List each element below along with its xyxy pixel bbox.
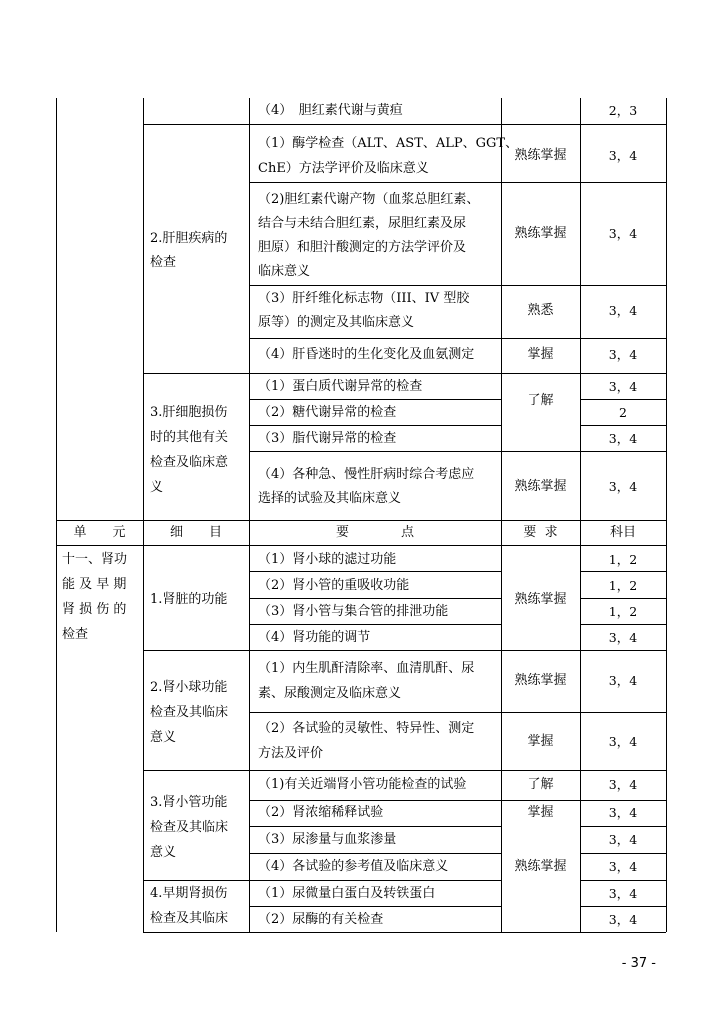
point-text: （2）各试验的灵敏性、特异性、测定 [258, 721, 475, 736]
subject-cell: 3，4 [608, 912, 638, 927]
point-text: （3）肾小管与集合管的排泄功能 [258, 604, 449, 619]
hline [143, 124, 666, 125]
subject-cell: 3，4 [608, 832, 638, 847]
point-text: 胆原）和胆汁酸测定的方法学评价及 [258, 240, 467, 255]
subject-cell: 3，4 [608, 734, 638, 749]
point-text: （1）内生肌酐清除率、血清肌酐、尿 [258, 661, 475, 676]
detail-label: 2.肾小球功能 [150, 680, 228, 695]
detail-label: 义 [150, 480, 164, 495]
subject-cell: 2，3 [608, 103, 638, 118]
unit-label: 肾 损 伤 的 [62, 602, 127, 617]
subject-cell: 3，4 [608, 226, 638, 241]
requirement-cell: 掌握 [527, 805, 554, 820]
detail-label: 意义 [150, 845, 177, 860]
point-text: 方法及评价 [258, 746, 324, 761]
point-text: （4）肝昏迷时的生化变化及血氨测定 [258, 347, 475, 362]
header-subject: 科目 [609, 525, 636, 540]
subject-cell: 1，2 [608, 552, 638, 567]
subject-cell: 3，4 [608, 630, 638, 645]
unit-label: 十一、肾功 [62, 552, 128, 567]
point-text: （1)有关近端肾小管功能检查的试验 [258, 777, 467, 792]
hline [143, 770, 666, 771]
hline [249, 712, 666, 713]
header-requirement: 要 求 [523, 525, 558, 540]
requirement-cell: 熟练掌握 [514, 479, 567, 494]
detail-label: 时的其他有关 [150, 430, 229, 445]
subject-cell: 3，4 [608, 805, 638, 820]
vline-detail [249, 98, 250, 932]
point-text: 选择的试验及其临床意义 [258, 491, 402, 506]
header-unit: 单 元 [73, 525, 126, 540]
point-text: （1）蛋白质代谢异常的检查 [258, 379, 423, 394]
subject-cell: 2 [619, 405, 627, 420]
point-text: （2）肾浓缩稀释试验 [258, 805, 384, 820]
requirement-cell: 了解 [527, 777, 554, 792]
point-text: （4）各试验的参考值及临床意义 [258, 859, 449, 874]
subject-cell: 1，2 [608, 604, 638, 619]
point-text: （3）尿渗量与血浆渗量 [258, 832, 397, 847]
point-text: 临床意义 [258, 264, 311, 279]
detail-label: 4.早期肾损伤 [150, 886, 228, 901]
hline [249, 338, 666, 339]
subject-cell: 3，4 [608, 859, 638, 874]
detail-label: 检查及其临床 [150, 911, 229, 926]
requirement-cell: 熟练掌握 [514, 148, 567, 163]
point-text: （1）尿微量白蛋白及转铁蛋白 [258, 886, 436, 901]
point-text: 原等）的测定及其临床意义 [258, 315, 415, 330]
requirement-cell: 熟悉 [527, 303, 554, 318]
vline-unit [143, 98, 144, 932]
point-text: （3）脂代谢异常的检查 [258, 431, 397, 446]
subject-cell: 3，4 [608, 379, 638, 394]
subject-cell: 3，4 [608, 431, 638, 446]
detail-label: 检查及临床意 [150, 455, 229, 470]
point-text: 素、尿酸测定及临床意义 [258, 686, 402, 701]
detail-label: 3.肾小管功能 [150, 795, 228, 810]
unit-label: 能 及 早 期 [62, 577, 127, 592]
vline-left [56, 98, 57, 932]
subject-cell: 3，4 [608, 479, 638, 494]
requirement-cell: 掌握 [527, 347, 554, 362]
point-text: （3）肝纤维化标志物（III、IV 型胶 [258, 291, 470, 306]
point-text: ChE）方法学评价及临床意义 [258, 161, 429, 176]
requirement-cell: 熟练掌握 [514, 226, 567, 241]
detail-label: 检查及其临床 [150, 820, 229, 835]
requirement-cell: 熟练掌握 [514, 859, 567, 874]
point-text: （4）肾功能的调节 [258, 630, 371, 645]
detail-label: 2.肝胆疾病的 [150, 231, 228, 246]
unit-label: 检查 [62, 627, 89, 642]
page-number: - 37 - [621, 956, 656, 971]
point-text: （2）肾小管的重吸收功能 [258, 578, 410, 593]
detail-label: 意义 [150, 730, 177, 745]
header-detail: 细 目 [169, 525, 222, 540]
subject-cell: 3，4 [608, 303, 638, 318]
hline [249, 182, 666, 183]
requirement-cell: 掌握 [527, 734, 554, 749]
point-text: （4）各种急、慢性肝病时综合考虑应 [258, 467, 475, 482]
point-text: （1）酶学检查（ALT、AST、ALP、GGT、 [258, 136, 519, 151]
requirement-cell: 了解 [527, 393, 554, 408]
point-text: （4） 胆红素代谢与黄疸 [258, 103, 403, 118]
detail-label: 检查 [150, 255, 177, 270]
point-text: 结合与未结合胆红素，尿胆红素及尿 [258, 216, 467, 231]
subject-cell: 3，4 [608, 673, 638, 688]
requirement-cell: 熟练掌握 [514, 673, 567, 688]
header-key-points: 要 点 [335, 525, 414, 540]
point-text: （2）糖代谢异常的检查 [258, 405, 397, 420]
point-text: （2）尿酶的有关检查 [258, 912, 384, 927]
subject-cell: 3，4 [608, 347, 638, 362]
detail-label: 检查及其临床 [150, 705, 229, 720]
requirement-cell: 熟练掌握 [514, 592, 567, 607]
subject-cell: 3，4 [608, 777, 638, 792]
subject-cell: 3，4 [608, 886, 638, 901]
subject-cell: 3，4 [608, 148, 638, 163]
subject-cell: 1，2 [608, 578, 638, 593]
point-text: （1）肾小球的滤过功能 [258, 552, 397, 567]
point-text: （2)胆红素代谢产物（血浆总胆红素、 [258, 192, 480, 207]
detail-label: 1.肾脏的功能 [150, 592, 228, 607]
vline-right [666, 98, 667, 932]
detail-label: 3.肝细胞损伤 [150, 405, 228, 420]
